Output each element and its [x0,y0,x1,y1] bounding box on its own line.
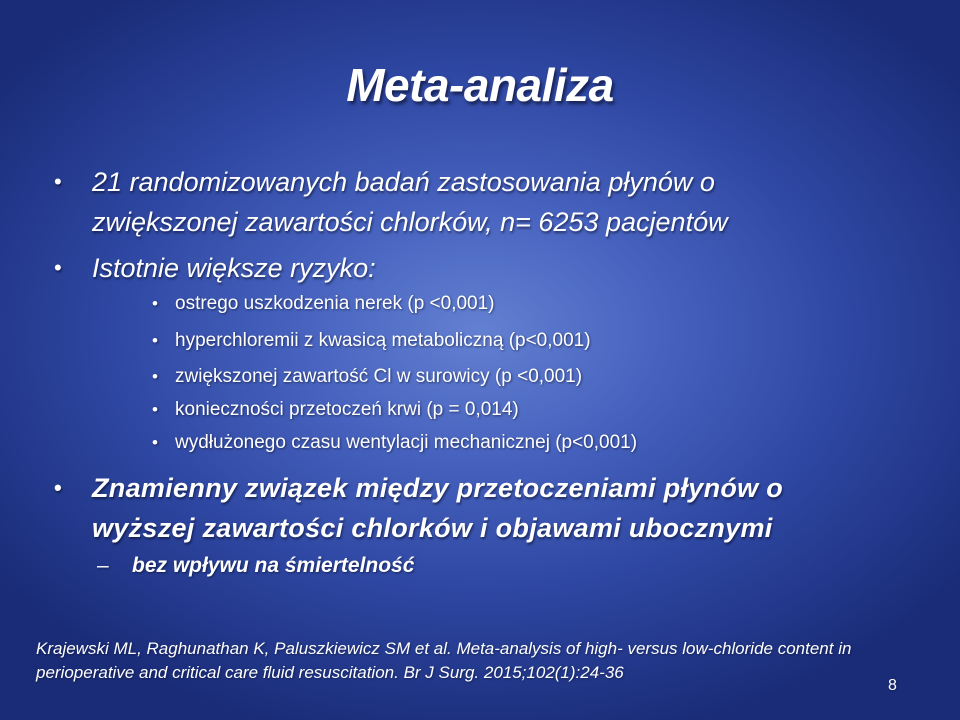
sub-bullet-text: zwiększonej zawartość Cl w surowicy (p <0,001) [175,366,583,387]
dash-icon: – [97,554,109,577]
reference-citation: Krajewski ML, Raghunathan K, Paluszkiewicz SM et al. Meta-analysis of high- versus low-chloride content in perioperative and critical care fluid resuscitation. Br J Surg. 2015;102(1):24-36 [36,639,852,682]
bullet-dot-icon: • [152,331,158,350]
bullet-studies-line-1: 21 randomizowanych badań zastosowania płynów o [92,167,715,197]
bullet-dot-icon: • [152,294,158,313]
slide-number: 8 [888,677,897,694]
sub-bullet-transfusion [152,397,915,423]
bullet-studies-line-2: zwiększonej zawartości chlorków, n= 6253 pacjentów [92,207,728,237]
bullet-dot-icon: • [152,400,158,419]
bullet-dot-icon: • [54,169,62,194]
sub-bullet-hyperchloremia [152,328,915,354]
sub-bullet-aki [152,291,915,317]
sub-bullet-text: konieczności przetoczeń krwi (p = 0,014) [175,399,519,420]
sub-bullet-mortality [97,552,832,580]
sub-bullet-text: hyperchloremii z kwasicą metaboliczną (p<0,001) [175,330,591,351]
bullet-studies [54,162,932,242]
sub-bullet-serum-cl [152,364,915,390]
bullet-risk-text: Istotnie większe ryzyko: [92,253,376,283]
sub-bullet-text: ostrego uszkodzenia nerek (p <0,001) [175,293,495,314]
bullet-risk [54,248,932,288]
bullet-dot-icon: • [54,255,62,280]
sub-bullet-ventilation [152,430,915,456]
bullet-association-line-1: Znamienny związek między przetoczeniami płynów o [92,473,784,503]
bullet-dot-icon: • [152,433,158,452]
sub-bullet-text: wydłużonego czasu wentylacji mechanicznej (p<0,001) [175,432,638,453]
bullet-association-line-2: wyższej zawartości chlorków i objawami ubocznymi [92,513,773,543]
sub-bullet-mortality-text: bez wpływu na śmiertelność [132,554,415,577]
bullet-dot-icon: • [152,367,158,386]
bullet-association [54,468,932,548]
bullet-dot-icon: • [54,475,63,500]
slide-title: Meta-analiza [346,59,614,111]
